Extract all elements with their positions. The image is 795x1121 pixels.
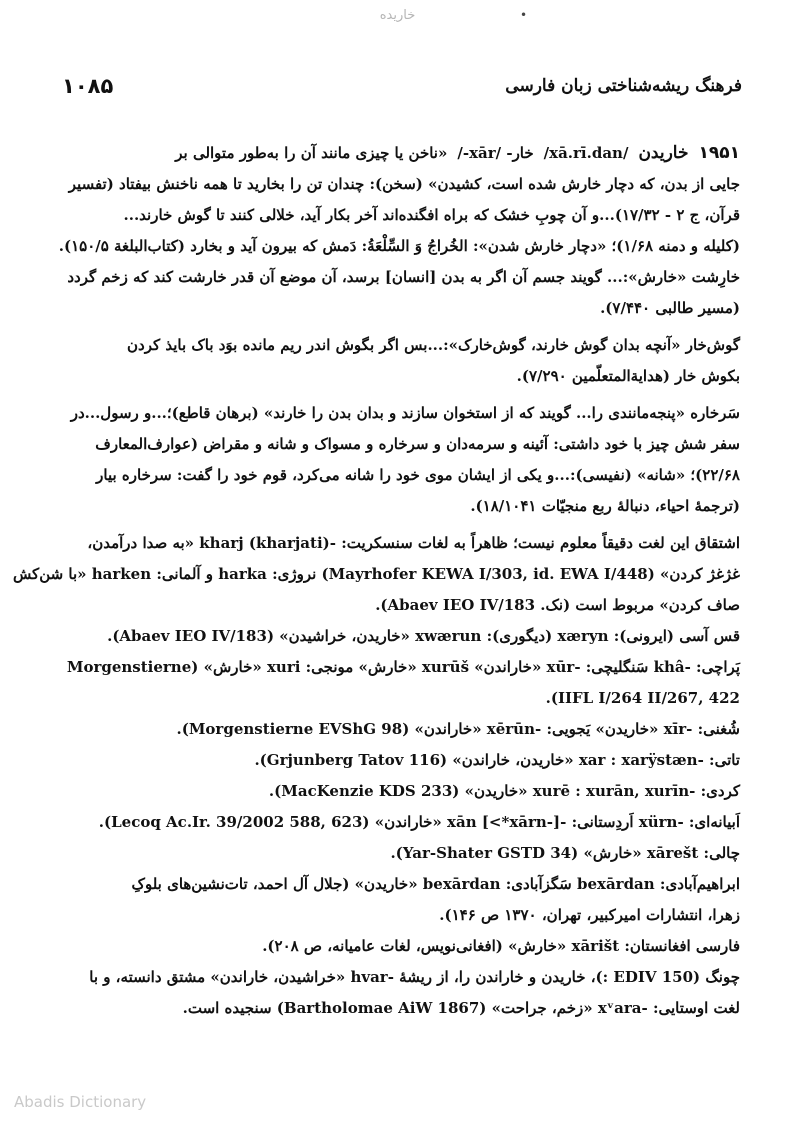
entry-heading	[60, 138, 740, 169]
text-line: چونگ (EDIV 150 :)، خاریدن و خاراندن را، از ریشهٔ -hvar «خراشیدن، خاراندن» مشتق دانسته، و با	[89, 968, 740, 986]
text-line: سَرخاره «پنجه‌مانندی را... گویند که از استخوان سازند و بدان بدن را خارند» (برهان قاطع)؛...و رسول...در	[70, 404, 740, 422]
text-line: سفر شش چیز با خود داشتی: آئینه و سرمه‌دان و سرخاره و مسواک و شانه و مقراض (عوارف‌المعارف	[95, 435, 740, 453]
text-line: شُغنی: -xīr «خاریدن» یَجویی: -xērūn «خاراندن» (Morgenstierne EVShG 98).	[176, 720, 740, 738]
text-line: فارسی افغانستان: xārišt «خارش» (افغانی‌نویس، لغات عامیانه، ص ۲۰۸).	[262, 937, 740, 955]
text-line: خارِشت «خارش»:... گویند جسم آن اگر به بدن [انسان] برسد، آن موضع آن قدر خارشت کند که زخم گردد	[67, 268, 740, 286]
text-line: جایی از بدن، که دچار خارش شده است، کشیدن» (سخن): چندان تن را بخارید تا همه ناخنش بیفتاد (تفسیر	[68, 175, 740, 193]
decorative-dot: •	[520, 8, 528, 22]
transcription: /xā.rī.dan/	[543, 144, 629, 162]
headword: خاریدن	[638, 143, 689, 163]
text-line: کردی: -xurē : xurān, xurīn «خاریدن» (MacKenzie KDS 233).	[268, 782, 740, 800]
text-line: گوش‌خار «آنچه بدان گوش خارند، گوش‌خارک»:...بس اگر بگوش اندر ریم مانده بوَد باک بایذ کردن	[127, 336, 740, 354]
page-number: ۱۰۸۵	[62, 74, 114, 98]
text-line: (مسیر طالبی ۷/۴۴۰).	[600, 299, 740, 317]
text-line: (ترجمهٔ احیاء، دنبالهٔ ربع منجیّات ۱۸/۱۰۴۱).	[470, 497, 740, 515]
text-line: ۲۲/۶۸)؛ «شانه» (نفیسی):...و یکی از ایشان موی خود را شانه می‌کرد، قوم خود را گفت: سرخاره بیار	[96, 466, 740, 484]
text-line: بکوش خار (هدایة‌المتعلّمین ۷/۲۹۰).	[516, 367, 740, 385]
text-line: IIFL I/264 II/267, 422).	[545, 689, 740, 707]
text-line: پَراچی: -khâ سَنگلیچی: -xūr «خاراندن» xurūš «خارش» مونجی: xuri «خارش» (Morgenstierne	[66, 658, 740, 676]
text-line: (کلیله و دمنه ۱/۶۸)؛ «دچار خارش شدن»: الخُراجُ وَ السِّلْعَةُ: دَمش که بیرون آید و بخارد (کتاب‌البلغة ۱۵۰/۵).	[58, 237, 740, 255]
text-line: اَبیانه‌ای: -xürn اَردِستانی: -xān [<*xārn-] «خاراندن» (Lecoq Ac.Ir. 39/2002 588, 623).	[98, 813, 740, 831]
text-line: تاتی: -xar : xarÿstæn «خاریدن، خاراندن» (Grjunberg Tatov 116).	[254, 751, 740, 769]
text-line: ابراهیم‌آبادی: bexārdan سَگزآبادی: bexārdan «خاریدن» (جلال آل احمد، تات‌نشین‌های بلوکِ	[131, 875, 740, 893]
watermark: Abadis Dictionary	[14, 1093, 147, 1111]
text-line: چالی: xārešt «خارش» (Yar-Shater GSTD 34).	[390, 844, 740, 862]
text-line: زهرا، انتشارات امیرکبیر، تهران، ۱۳۷۰ ص ۱۴۶).	[439, 906, 740, 924]
text-line: غژغژ کردن» (Mayrhofer KEWA I/303, id. EWA I/448) نروژی: harka و آلمانی: harken «با شن‌کش	[12, 565, 740, 583]
text-line: قس آسی (ایرونی): xæryn (دیگوری): xwærun «خاریدن، خراشیدن» (Abaev IEO IV/183).	[107, 627, 740, 645]
book-title: فرهنگ ریشه‌شناختی زبان فارسی	[505, 76, 742, 96]
text-line: لغت اوستایی: -xᵛara «زخم، جراحت» (Bartholomae AiW 1867) سنجیده است.	[182, 999, 740, 1017]
page-header	[62, 74, 742, 102]
text-line: قرآن، ج ۲ - ۱۷/۳۲)...و آن چوبِ خشک که براه افگنده‌اند آخر بکار آید، خلالی کنند تا گوش خارند...	[123, 206, 740, 224]
entry-number: ۱۹۵۱	[698, 143, 740, 163]
text-line: «ناخن یا چیزی مانند آن را به‌طور متوالی بر	[175, 144, 448, 162]
text-line: صاف کردن» مربوط است (نک. Abaev IEO IV/183).	[375, 596, 740, 614]
text-line: اشتقاق این لغت دقیقاً معلوم نیست؛ ظاهراً به لغات سنسکریت: -kharj (kharjati) «به صدا درآمدن،	[87, 534, 740, 552]
running-top-word: خاریده	[379, 8, 416, 23]
root-form: خار- /xār-/	[457, 144, 534, 162]
dictionary-entry	[12, 138, 740, 1024]
